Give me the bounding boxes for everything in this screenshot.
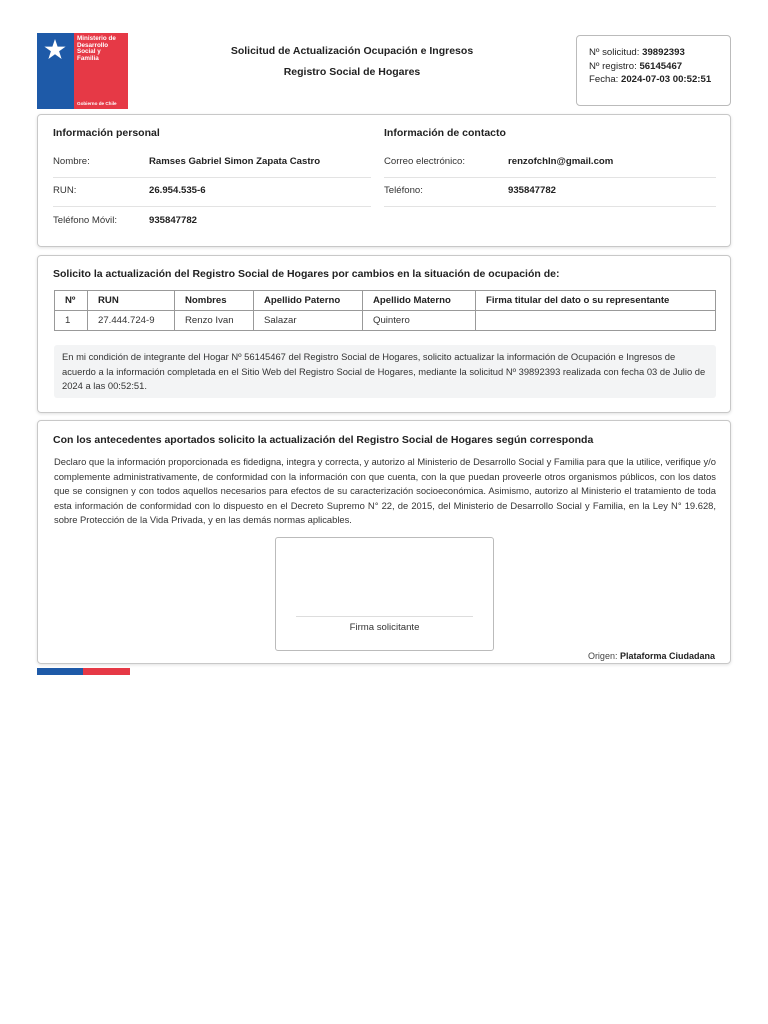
footer-bar-blue xyxy=(37,668,83,675)
table-cell: 27.444.724-9 xyxy=(88,311,175,331)
contact-info-title: Información de contacto xyxy=(384,127,506,139)
declaration-title: Con los antecedentes aportados solicito la actualización del Registro Social de Hogares según corresponda xyxy=(53,434,594,446)
telefono-value: 935847782 xyxy=(508,185,557,196)
request-info-box xyxy=(576,35,731,106)
divider xyxy=(53,206,371,207)
table-cell: Salazar xyxy=(254,311,363,331)
ministry-logo xyxy=(37,33,128,109)
divider xyxy=(384,206,716,207)
logo-red-panel xyxy=(74,33,128,109)
personal-info-title: Información personal xyxy=(53,127,160,139)
document-subtitle: Registro Social de Hogares xyxy=(283,66,421,78)
footer-bar-red xyxy=(83,668,130,675)
table-cell: 1 xyxy=(55,311,88,331)
run-label: RUN: xyxy=(53,185,77,196)
column-header: Nombres xyxy=(175,291,254,311)
fecha-value: 2024-07-03 00:52:51 xyxy=(621,74,712,85)
signature-box xyxy=(275,537,494,651)
origin-label: Origen: xyxy=(587,651,618,661)
fecha-row xyxy=(589,73,730,87)
declaration-panel xyxy=(37,420,731,664)
run-value: 26.954.535-6 xyxy=(149,185,206,196)
column-header: Apellido Materno xyxy=(363,291,476,311)
column-header: Firma titular del dato o su representante xyxy=(476,291,716,311)
occupation-panel xyxy=(37,255,731,413)
logo-text-line: Familia xyxy=(77,54,99,62)
signature-line xyxy=(296,616,473,617)
logo-text-line: Social y xyxy=(77,48,101,56)
footer-color-bar xyxy=(37,668,130,675)
registro-row xyxy=(589,60,730,74)
registro-value: 56145467 xyxy=(639,60,683,72)
divider xyxy=(384,177,716,178)
logo-blue-panel xyxy=(37,33,74,109)
logo-text-line: Ministerio de xyxy=(77,35,116,42)
table-cell: Renzo Ivan xyxy=(175,311,254,331)
signature-cell xyxy=(476,311,716,331)
divider xyxy=(53,177,371,178)
logo-footer-text: Gobierno de Chile xyxy=(77,101,117,106)
nombre-label: Nombre: xyxy=(53,156,90,167)
correo-value: renzofchln@gmail.com xyxy=(508,156,614,167)
nombre-value: Ramses Gabriel Simon Zapata Castro xyxy=(149,156,321,167)
column-header: RUN xyxy=(88,291,175,311)
personal-info-panel xyxy=(37,114,731,247)
solicitud-label: Nº solicitud: xyxy=(589,47,640,58)
members-table xyxy=(54,290,716,331)
document-title: Solicitud de Actualización Ocupación e Ingresos xyxy=(230,45,474,57)
origin-value: Plataforma Ciudadana xyxy=(619,651,715,661)
solicitud-value: 39892393 xyxy=(642,47,685,58)
household-note: En mi condición de integrante del Hogar Nº 56145467 del Registro Social de Hogares, solicito actualizar la información de Ocupación e Ingresos de acuerdo a la información completada en el Sitio Web del Registro Social de Hogares, mediante la solicitud Nº 39892393 realizada con fecha 03 de Julio de 2024 a las 00:52:51. xyxy=(54,345,716,398)
registro-label: Nº registro: xyxy=(589,60,637,72)
solicitud-row xyxy=(589,46,730,60)
correo-label: Correo electrónico: xyxy=(384,156,466,167)
fecha-label: Fecha: xyxy=(589,74,619,85)
table-header-row xyxy=(55,291,716,311)
signature-label: Firma solicitante xyxy=(349,622,420,633)
movil-value: 935847782 xyxy=(149,215,198,226)
star-icon xyxy=(43,38,67,62)
column-header: Apellido Paterno xyxy=(254,291,363,311)
column-header: Nº xyxy=(55,291,88,311)
table-cell: Quintero xyxy=(363,311,476,331)
logo-text-line: Desarrollo xyxy=(77,41,109,49)
occupation-title: Solicito la actualización del Registro Social de Hogares por cambios en la situación de ocupación de: xyxy=(53,268,560,280)
telefono-label: Teléfono: xyxy=(384,185,423,196)
table-row xyxy=(55,311,716,331)
movil-label: Teléfono Móvil: xyxy=(53,215,117,226)
declaration-text: Declaro que la información proporcionada es fidedigna, integra y correcta, y autorizo al Ministerio de Desarrollo Social y Familia para que la utilice, verifique y/o complemente administrativamente, de conformidad con la información con que cuenta, con la que puedan proveerle otros organismos públicos, con los datos que se consignen y con todos aquellos necesarios para efectos de su caracterización socioeconómica. Asimismo, autorizo al Ministerio el tratamiento de toda esta información de conformidad con lo dispuesto en el Decreto Supremo N° 22, de 2015, del Ministerio de Desarrollo Social y Familia, en la Ley N° 19.628, sobre Protección de la Vida Privada, y en las demás normas aplicables. xyxy=(54,456,716,526)
origin-info xyxy=(588,651,715,661)
